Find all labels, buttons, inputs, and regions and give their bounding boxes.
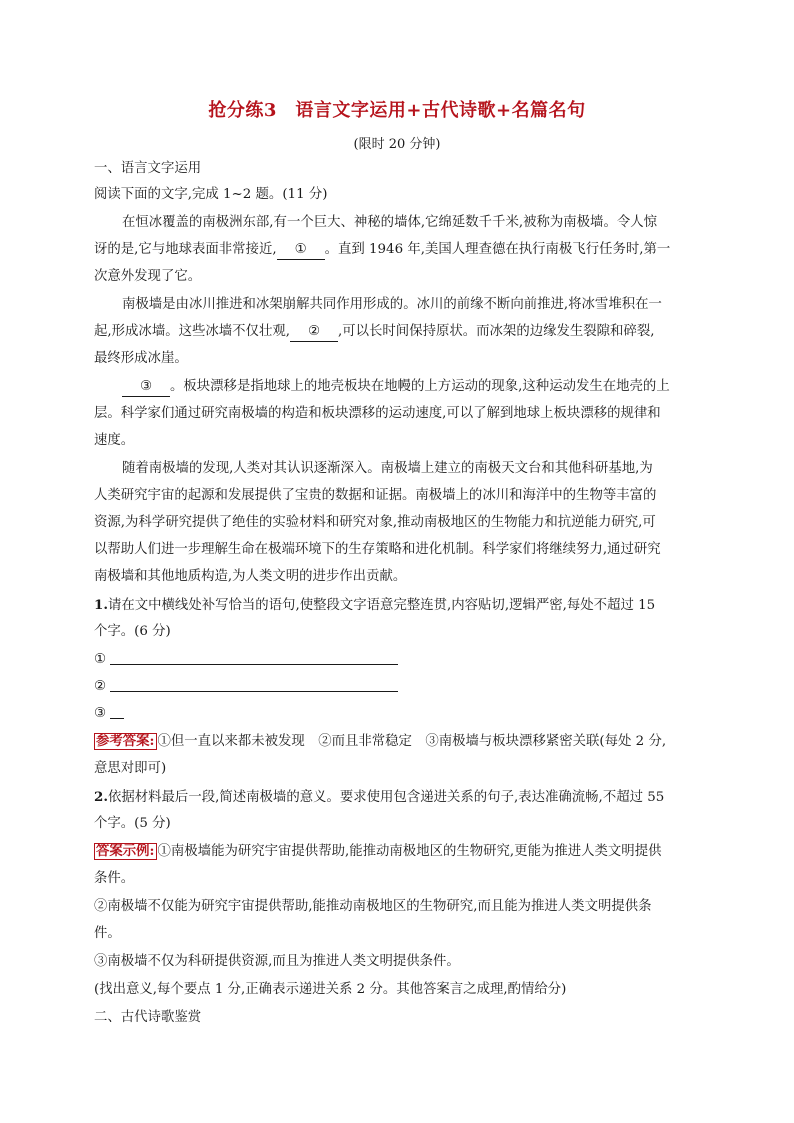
fill-blank-3: ③ [122, 378, 170, 397]
question-text: 请在文中横线处补写恰当的语句,使整段文字语意完整连贯,内容贴切,逻辑严密,每处不超过 15 [107, 598, 656, 613]
section-heading-1: 一、语言文字运用 [94, 161, 202, 176]
answer-2-line-2: 条件。 [94, 871, 135, 886]
question-text: 依据材料最后一段,简述南极墙的意义。要求使用包含递进关系的句子,表达准确流畅,不超过 55 [107, 790, 665, 805]
paragraph-4-line-2: 人类研究宇宙的起源和发展提供了宝贵的数据和证据。南极墙上的冰川和海洋中的生物等丰富的 [94, 488, 657, 503]
paragraph-4-line-3: 资源,为科学研究提供了绝佳的实验材料和研究对象,推动南极地区的生物能力和抗逆能力研究,可 [94, 515, 656, 530]
paragraph-3-line-1 [94, 378, 728, 397]
paragraph-4-line-4: 以帮助人们进一步理解生命在极端环境下的生存策略和进化机制。科学家们将继续努力,通过研究 [94, 542, 661, 557]
paragraph-1-line-1: 在恒冰覆盖的南极洲东部,有一个巨大、神秘的墙体,它绵延数千千米,被称为南极墙。令人惊 [122, 215, 658, 230]
sample-answer-tag: 答案示例: [96, 843, 155, 859]
question-2-line-2: 个字。(5 分) [94, 816, 171, 831]
paragraph-2-line-2 [94, 323, 700, 342]
answer-2-line-5: ③南极墙不仅为科研提供资源,而且为推进人类文明提供条件。 [94, 954, 460, 969]
fill-blank-2: ② [290, 323, 338, 342]
question-2-line-1 [94, 788, 700, 807]
answer-2-line-1 [94, 843, 700, 861]
answer-label-3: ③ [94, 706, 107, 721]
answer-line-1 [110, 664, 398, 665]
page-title: 抢分练3 语言文字运用+古代诗歌+名篇名句 [208, 100, 586, 121]
paragraph-1-text: 。直到 1946 年,美国人理查德在执行南极飞行任务时,第一 [324, 242, 671, 257]
paragraph-1-line-2 [94, 241, 700, 260]
reference-answer-tag: 参考答案: [96, 733, 155, 749]
scoring-note: (找出意义,每个要点 1 分,正确表示递进关系 2 分。其他答案言之成理,酌情给分) [94, 982, 567, 997]
paragraph-3-line-2: 层。科学家们通过研究南极墙的构造和板块漂移的运动速度,可以了解到地球上板块漂移的规律和 [94, 406, 661, 421]
question-1-line-1 [94, 596, 700, 615]
fill-blank-1: ① [277, 241, 325, 260]
section-heading-2: 二、古代诗歌鉴赏 [94, 1010, 202, 1025]
answer-2-line-4: 件。 [94, 926, 121, 941]
answer-label-1: ① [94, 652, 107, 667]
answer-line-2 [110, 691, 398, 692]
time-limit: (限时 20 分钟) [353, 137, 441, 152]
paragraph-3-line-3: 速度。 [94, 433, 135, 448]
reading-instruction: 阅读下面的文字,完成 1~2 题。(11 分) [94, 187, 328, 202]
paragraph-2-text: ,可以长时间保持原状。而冰架的边缘发生裂隙和碎裂, [337, 324, 655, 339]
paragraph-1-line-3: 次意外发现了它。 [94, 269, 202, 284]
paragraph-1-text: 讶的是,它与地球表面非常接近, [94, 242, 277, 257]
answer-text: ①南极墙能为研究宇宙提供帮助,能推动南极地区的生物研究,更能为推进人类文明提供 [157, 844, 662, 859]
answer-line-3 [110, 718, 124, 719]
answer-text: ①但一直以来都未被发现 ②而且非常稳定 ③南极墙与板块漂移紧密关联(每处 2 分, [157, 734, 667, 749]
answer-2-line-3: ②南极墙不仅能为研究宇宙提供帮助,能推动南极地区的生物研究,而且能为推进人类文明提供条 [94, 899, 652, 914]
question-number: 1. [94, 597, 108, 613]
paragraph-2-text: 起,形成冰墙。这些冰墙不仅壮观, [94, 324, 290, 339]
paragraph-2-line-3: 最终形成冰崖。 [94, 351, 188, 366]
paragraph-4-line-5: 南极墙和其他地质构造,为人类文明的进步作出贡献。 [94, 569, 407, 584]
paragraph-2-line-1: 南极墙是由冰川推进和冰架崩解共同作用形成的。冰川的前缘不断向前推进,将冰雪堆积在一 [122, 297, 662, 312]
answer-1-line-2: 意思对即可) [94, 761, 167, 776]
answer-label-2: ② [94, 679, 107, 694]
paragraph-4-line-1: 随着南极墙的发现,人类对其认识逐渐深入。南极墙上建立的南极天文台和其他科研基地,为 [122, 461, 653, 476]
question-1-line-2: 个字。(6 分) [94, 624, 171, 639]
question-number: 2. [94, 789, 108, 805]
answer-1-line-1 [94, 733, 700, 751]
paragraph-3-text: 。板块漂移是指地球上的地壳板块在地幔的上方运动的现象,这种运动发生在地壳的上 [170, 379, 670, 394]
